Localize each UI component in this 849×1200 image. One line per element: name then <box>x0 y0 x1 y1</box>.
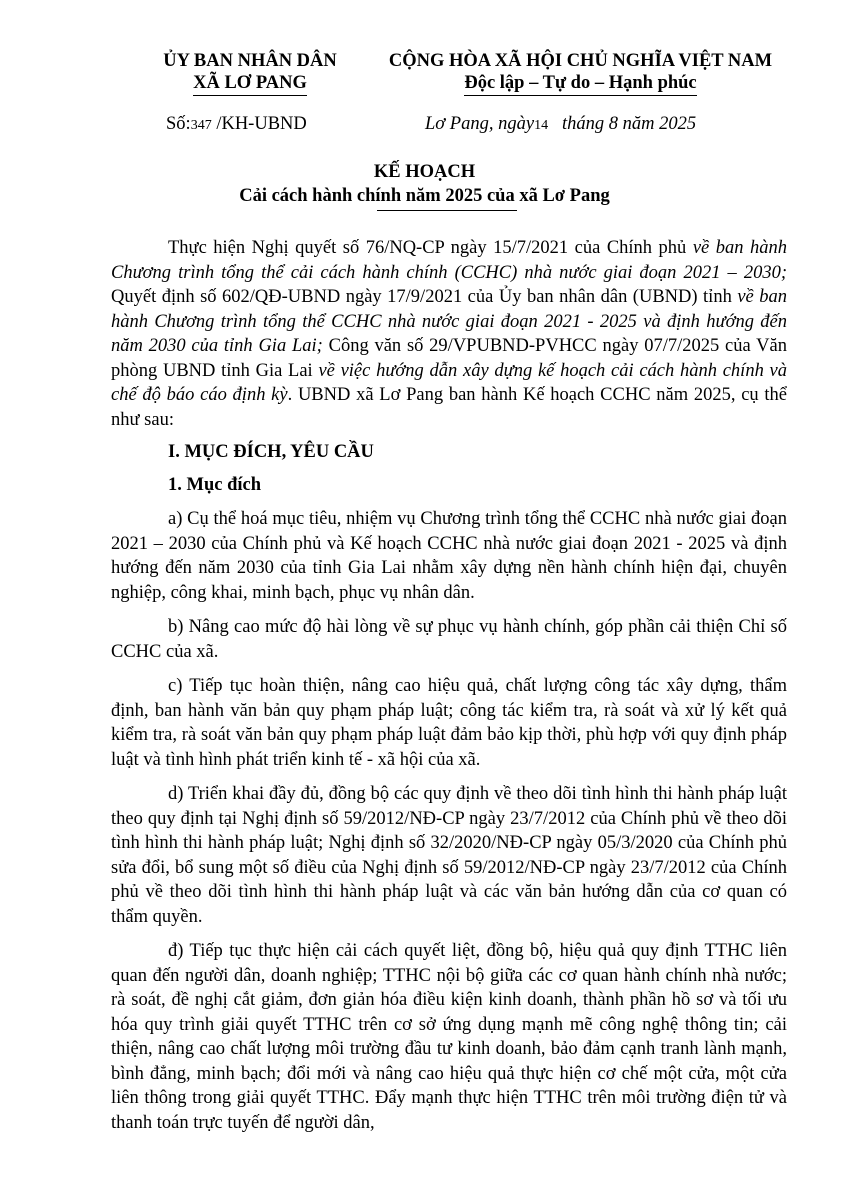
document-title: Cải cách hành chính năm 2025 của xã Lơ Pang <box>239 186 610 206</box>
document-type: KẾ HOẠCH <box>373 162 476 182</box>
title-underline <box>377 210 517 211</box>
date-day: 14 <box>534 118 549 133</box>
paragraph-a: a) Cụ thể hoá mục tiêu, nhiệm vụ Chương trình tổng thể CCHC nhà nước giai đoạn 2021 – 2030 của Chính phủ và Kế hoạch CCHC nhà nước giai đoạn 2021 - 2025 và định hướng đến năm 2030 của tỉnh Gia Lai nhằm xây dựng nền hành chính hiện đại, chuyên nghiệp, công khai, minh bạch, phục vụ nhân dân. <box>111 509 787 603</box>
intro-paragraph: Thực hiện Nghị quyết số 76/NQ-CP ngày 15/7/2021 của Chính phủ về ban hành Chương trình tổng thể cải cách hành chính (CCHC) nhà nước giai đoạn 2021 – 2030; Quyết định số 602/QĐ-UBND ngày 17/9/2021 của Ủy ban nhân dân (UBND) tỉnh về ban hành Chương trình tổng thể CCHC nhà nước giai đoạn 2021 - 2025 và định hướng đến năm 2030 của tỉnh Gia Lai; Công văn số 29/VPUBND-PVHCC ngày 07/7/2025 của Văn phòng UBND tỉnh Gia Lai về việc hướng dẫn xây dựng kế hoạch cải cách hành chính và chế độ báo cáo định kỳ. UBND xã Lơ Pang ban hành Kế hoạch CCHC năm 2025, cụ thể như sau: <box>111 238 787 430</box>
document-number: Số:347 /KH-UBND <box>166 114 307 134</box>
section-heading: I. MỤC ĐÍCH, YÊU CẦU <box>168 442 374 462</box>
paragraph-d: d) Triển khai đầy đủ, đồng bộ các quy định về theo dõi tình hình thi hành pháp luật theo quy định tại Nghị định số 59/2012/NĐ-CP ngày 23/7/2012 của Chính phủ về theo dõi tình hình thi hành pháp luật; Nghị định số 32/2020/NĐ-CP ngày 05/3/2020 của Chính phủ sửa đổi, bổ sung một số điều của Nghị định số 59/2012/NĐ-CP ngày 23/7/2012 của Chính phủ về theo dõi tình hình thi hành pháp luật và các văn bản hướng dẫn của cơ quan có thẩm quyền. <box>111 784 787 927</box>
paragraph-b: b) Nâng cao mức độ hài lòng về sự phục vụ hành chính, góp phần cải thiện Chỉ số CCHC của xã. <box>111 617 787 662</box>
document-date: Lơ Pang, ngày14 tháng 8 năm 2025 <box>425 114 697 134</box>
subsection-heading: 1. Mục đích <box>168 474 262 495</box>
national-motto <box>378 50 783 96</box>
paragraph-dd: đ) Tiếp tục thực hiện cải cách quyết liệt, đồng bộ, hiệu quả quy định TTHC liên quan đến người dân, doanh nghiệp; TTHC nội bộ giữa các cơ quan hành chính nhà nước; rà soát, đề nghị cắt giảm, đơn giản hóa điều kiện kinh doanh, thành phần hồ sơ và tối ưu hóa quy trình giải quyết TTHC trên cơ sở ứng dụng mạnh mẽ công nghệ thông tin; cải thiện, nâng cao chất lượng môi trường đầu tư kinh doanh, bảo đảm cạnh tranh lành mạnh, bình đẳng, minh bạch; đổi mới và nâng cao hiệu quả thực hiện cơ chế một cửa, một cửa liên thông trong giải quyết TTHC. Đẩy mạnh thực hiện TTHC trên môi trường điện tử và thanh toán trực tuyến để người dân, <box>111 941 787 1133</box>
number-value: 347 <box>190 118 212 133</box>
motto: Độc lập – Tự do – Hạnh phúc <box>464 72 696 96</box>
nation-name: CỘNG HÒA XÃ HỘI CHỦ NGHĨA VIỆT NAM <box>388 51 773 71</box>
agency-line-2: XÃ LƠ PANG <box>193 72 307 96</box>
paragraph-c: c) Tiếp tục hoàn thiện, nâng cao hiệu quả, chất lượng công tác xây dựng, thẩm định, ban hành văn bản quy phạm pháp luật; công tác kiểm tra, rà soát và xử lý kết quả kiểm tra, rà soát văn bản quy phạm pháp luật đảm bảo kịp thời, phù hợp với quy định pháp luật và tình hình phát triển kinh tế - xã hội của xã. <box>111 676 787 770</box>
agency-line-1: ỦY BAN NHÂN DÂN <box>163 51 337 71</box>
issuing-agency <box>150 50 350 96</box>
document-body <box>111 236 787 1135</box>
